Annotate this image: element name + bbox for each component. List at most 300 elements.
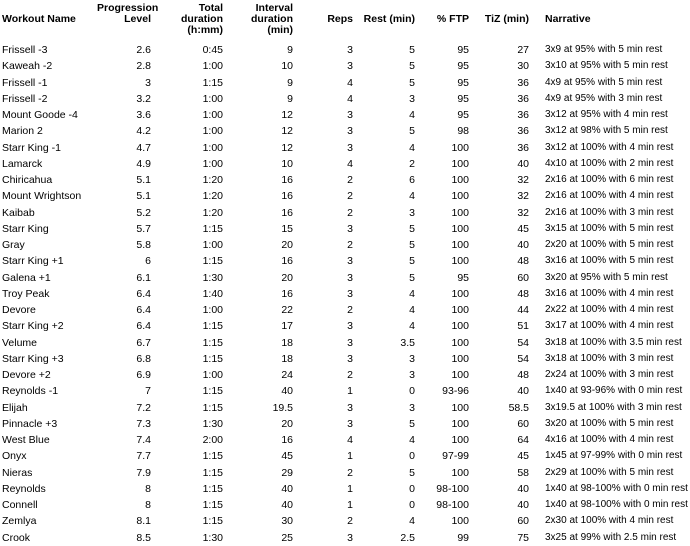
tiz-cell: 30	[517, 60, 529, 73]
reps-cell: 2	[347, 174, 353, 186]
narrative-cell: 1x40 at 98-100% with 0 min rest	[545, 482, 688, 494]
col-header-workout-name: Workout Name	[2, 13, 76, 25]
col-header-total-duration: Total duration (h:mm)	[181, 2, 223, 36]
tiz-cell: 32	[517, 174, 529, 186]
reps-cell: 4	[347, 434, 353, 446]
reps-cell: 1	[347, 385, 353, 398]
table-row	[0, 530, 688, 546]
table-row	[0, 205, 688, 221]
interval-duration-cell: 40	[281, 499, 293, 511]
total-duration-cell: 1:20	[202, 206, 223, 219]
tiz-cell: 36	[517, 109, 529, 121]
table-row	[0, 221, 688, 237]
workout-name-cell: Marion 2	[2, 125, 43, 138]
workout-name-cell: West Blue	[2, 434, 50, 446]
narrative-cell: 3x12 at 100% with 4 min rest	[545, 141, 674, 153]
progression-level-cell: 8.5	[136, 531, 151, 544]
ftp-cell: 93-96	[442, 385, 469, 398]
interval-duration-cell: 20	[281, 271, 293, 284]
reps-cell: 3	[347, 417, 353, 430]
table-row	[0, 123, 688, 139]
rest-cell: 0	[409, 385, 415, 398]
narrative-cell: 4x10 at 100% with 2 min rest	[545, 157, 674, 169]
workout-name-cell: Mount Goode -4	[2, 109, 78, 121]
interval-duration-cell: 17	[281, 320, 293, 333]
progression-level-cell: 4.9	[136, 157, 151, 170]
total-duration-cell: 1:30	[202, 531, 223, 544]
reps-cell: 3	[347, 255, 353, 268]
workout-name-cell: Reynolds	[2, 482, 46, 495]
narrative-cell: 2x24 at 100% with 3 min rest	[545, 369, 674, 380]
interval-duration-cell: 16	[281, 206, 293, 219]
interval-duration-cell: 19.5	[272, 401, 293, 414]
ftp-cell: 95	[457, 271, 469, 284]
table-row	[0, 140, 688, 156]
total-duration-cell: 1:20	[202, 190, 223, 203]
workout-name-cell: Crook	[2, 531, 31, 544]
narrative-cell: 3x10 at 95% with 5 min rest	[545, 60, 668, 72]
reps-cell: 3	[347, 352, 353, 365]
table-row	[0, 351, 688, 367]
ftp-cell: 100	[451, 320, 469, 333]
table-row	[0, 42, 688, 58]
progression-level-cell: 3.2	[136, 92, 151, 105]
interval-duration-cell: 18	[281, 336, 293, 349]
reps-cell: 4	[347, 92, 353, 105]
table-row	[0, 91, 688, 107]
total-duration-cell: 1:15	[202, 499, 223, 511]
ftp-cell: 100	[451, 417, 469, 430]
table-row	[0, 58, 688, 74]
tiz-cell: 40	[517, 482, 529, 495]
workout-name-cell: Devore	[2, 304, 36, 316]
total-duration-cell: 1:15	[202, 401, 223, 414]
total-duration-cell: 1:30	[202, 417, 223, 430]
ftp-cell: 100	[451, 287, 469, 300]
narrative-cell: 3x19.5 at 100% with 3 min rest	[545, 401, 682, 413]
reps-cell: 3	[347, 401, 353, 414]
interval-duration-cell: 12	[281, 125, 293, 138]
table-row	[0, 465, 688, 481]
progression-level-cell: 7.7	[136, 450, 151, 463]
total-duration-cell: 2:00	[202, 434, 223, 446]
interval-duration-cell: 18	[281, 352, 293, 365]
rest-cell: 4	[409, 190, 415, 203]
progression-level-cell: 8	[145, 499, 151, 511]
tiz-cell: 36	[517, 76, 529, 89]
ftp-cell: 100	[451, 304, 469, 316]
progression-level-cell: 5.2	[136, 206, 151, 219]
reps-cell: 3	[347, 109, 353, 121]
table-row	[0, 335, 688, 351]
progression-level-cell: 6	[145, 255, 151, 268]
reps-cell: 3	[347, 222, 353, 235]
tiz-cell: 75	[517, 531, 529, 544]
interval-duration-cell: 9	[287, 76, 293, 89]
rest-cell: 4	[409, 515, 415, 528]
tiz-cell: 32	[517, 206, 529, 219]
interval-duration-cell: 22	[281, 304, 293, 316]
ftp-cell: 98	[457, 125, 469, 138]
rest-cell: 4	[409, 320, 415, 333]
ftp-cell: 95	[457, 44, 469, 56]
narrative-cell: 2x20 at 100% with 5 min rest	[545, 239, 674, 250]
rest-cell: 3	[409, 206, 415, 219]
narrative-cell: 3x12 at 95% with 4 min rest	[545, 109, 668, 120]
narrative-cell: 4x16 at 100% with 4 min rest	[545, 434, 674, 445]
workout-name-cell: Starr King +2	[2, 320, 64, 333]
table-row	[0, 75, 688, 91]
workout-name-cell: Frissell -1	[2, 76, 48, 89]
rest-cell: 4	[409, 304, 415, 316]
col-header-rest: Rest (min)	[363, 13, 415, 25]
tiz-cell: 40	[517, 385, 529, 398]
rest-cell: 5	[409, 417, 415, 430]
workout-name-cell: Kaweah -2	[2, 60, 53, 73]
progression-level-cell: 6.9	[136, 369, 151, 381]
interval-duration-cell: 10	[281, 157, 293, 170]
ftp-cell: 100	[451, 157, 469, 170]
interval-duration-cell: 15	[281, 222, 293, 235]
table-row	[0, 448, 688, 464]
table-row	[0, 497, 688, 513]
reps-cell: 2	[347, 239, 353, 251]
reps-cell: 4	[347, 76, 353, 89]
rest-cell: 2	[409, 157, 415, 170]
rest-cell: 5	[409, 466, 415, 479]
workout-name-cell: Frissell -2	[2, 92, 48, 105]
reps-cell: 3	[347, 320, 353, 333]
total-duration-cell: 1:15	[202, 482, 223, 495]
workout-name-cell: Reynolds -1	[2, 385, 59, 398]
workout-name-cell: Starr King -1	[2, 141, 61, 154]
progression-level-cell: 6.8	[136, 352, 151, 365]
reps-cell: 3	[347, 44, 353, 56]
interval-duration-cell: 16	[281, 287, 293, 300]
tiz-cell: 40	[517, 499, 529, 511]
table-row	[0, 270, 688, 286]
tiz-cell: 64	[517, 434, 529, 446]
reps-cell: 3	[347, 60, 353, 73]
ftp-cell: 100	[451, 434, 469, 446]
rest-cell: 3	[409, 369, 415, 381]
tiz-cell: 36	[517, 141, 529, 154]
workout-name-cell: Velume	[2, 336, 38, 349]
reps-cell: 2	[347, 466, 353, 479]
interval-duration-cell: 20	[281, 417, 293, 430]
ftp-cell: 100	[451, 222, 469, 235]
reps-cell: 2	[347, 304, 353, 316]
narrative-cell: 3x18 at 100% with 3.5 min rest	[545, 336, 682, 348]
ftp-cell: 100	[451, 190, 469, 203]
progression-level-cell: 3.6	[136, 109, 151, 121]
narrative-cell: 1x40 at 98-100% with 0 min rest	[545, 499, 688, 510]
total-duration-cell: 1:00	[202, 60, 223, 73]
narrative-cell: 4x9 at 95% with 5 min rest	[545, 76, 663, 88]
col-header-tiz: TiZ (min)	[484, 13, 529, 25]
tiz-cell: 40	[517, 239, 529, 251]
col-header-interval-duration: Interval duration (min)	[251, 2, 293, 36]
tiz-cell: 45	[517, 222, 529, 235]
table-row	[0, 237, 688, 253]
workout-name-cell: Zemlya	[2, 515, 37, 528]
ftp-cell: 95	[457, 76, 469, 89]
rest-cell: 5	[409, 271, 415, 284]
ftp-cell: 97-99	[442, 450, 469, 463]
table-row	[0, 188, 688, 204]
table-row	[0, 367, 688, 383]
interval-duration-cell: 24	[281, 369, 293, 381]
progression-level-cell: 2.8	[136, 60, 151, 73]
reps-cell: 3	[347, 336, 353, 349]
narrative-cell: 3x18 at 100% with 3 min rest	[545, 352, 674, 364]
progression-level-cell: 7.2	[136, 401, 151, 414]
progression-level-cell: 6.1	[136, 271, 151, 284]
progression-level-cell: 2.6	[136, 44, 151, 56]
workout-name-cell: Lamarck	[2, 157, 43, 170]
narrative-cell: 3x25 at 99% with 2.5 min rest	[545, 531, 677, 543]
workout-name-cell: Chiricahua	[2, 174, 53, 186]
progression-level-cell: 7.3	[136, 417, 151, 430]
rest-cell: 4	[409, 434, 415, 446]
progression-level-cell: 6.4	[136, 304, 151, 316]
narrative-cell: 3x20 at 100% with 5 min rest	[545, 417, 674, 429]
workout-name-cell: Gray	[2, 239, 25, 251]
ftp-cell: 95	[457, 109, 469, 121]
interval-duration-cell: 16	[281, 434, 293, 446]
rest-cell: 3	[409, 92, 415, 105]
workout-name-cell: Galena +1	[2, 271, 51, 284]
ftp-cell: 100	[451, 352, 469, 365]
tiz-cell: 45	[517, 450, 529, 463]
progression-level-cell: 4.2	[136, 125, 151, 138]
ftp-cell: 95	[457, 92, 469, 105]
col-header-ftp: % FTP	[436, 13, 469, 25]
table-row	[0, 172, 688, 188]
tiz-cell: 58	[517, 466, 529, 479]
tiz-cell: 60	[517, 515, 529, 528]
narrative-cell: 3x12 at 98% with 5 min rest	[545, 125, 668, 137]
interval-duration-cell: 45	[281, 450, 293, 463]
progression-level-cell: 6.4	[136, 287, 151, 300]
workout-name-cell: Elijah	[2, 401, 28, 414]
total-duration-cell: 1:00	[202, 304, 223, 316]
total-duration-cell: 1:15	[202, 336, 223, 349]
rest-cell: 4	[409, 109, 415, 121]
rest-cell: 2.5	[400, 531, 415, 544]
narrative-cell: 4x9 at 95% with 3 min rest	[545, 92, 663, 104]
table-row	[0, 432, 688, 448]
total-duration-cell: 1:15	[202, 76, 223, 89]
reps-cell: 3	[347, 271, 353, 284]
workout-name-cell: Devore +2	[2, 369, 51, 381]
progression-level-cell: 7.4	[136, 434, 151, 446]
rest-cell: 3	[409, 352, 415, 365]
total-duration-cell: 1:15	[202, 320, 223, 333]
tiz-cell: 58.5	[508, 401, 529, 414]
interval-duration-cell: 9	[287, 92, 293, 105]
progression-level-cell: 5.8	[136, 239, 151, 251]
rest-cell: 0	[409, 482, 415, 495]
tiz-cell: 40	[517, 157, 529, 170]
progression-level-cell: 4.7	[136, 141, 151, 154]
workout-name-cell: Onyx	[2, 450, 27, 463]
reps-cell: 1	[347, 450, 353, 463]
total-duration-cell: 1:15	[202, 450, 223, 463]
rest-cell: 3	[409, 401, 415, 414]
tiz-cell: 36	[517, 125, 529, 138]
table-row	[0, 302, 688, 318]
total-duration-cell: 1:15	[202, 466, 223, 479]
workout-name-cell: Frissell -3	[2, 44, 48, 56]
total-duration-cell: 1:15	[202, 352, 223, 365]
narrative-cell: 2x22 at 100% with 4 min rest	[545, 304, 674, 315]
narrative-cell: 2x30 at 100% with 4 min rest	[545, 515, 674, 527]
narrative-cell: 2x16 at 100% with 6 min rest	[545, 174, 674, 185]
total-duration-cell: 1:00	[202, 157, 223, 170]
ftp-cell: 99	[457, 531, 469, 544]
ftp-cell: 100	[451, 141, 469, 154]
ftp-cell: 98-100	[436, 499, 469, 511]
interval-duration-cell: 12	[281, 141, 293, 154]
workout-name-cell: Starr King	[2, 222, 49, 235]
tiz-cell: 54	[517, 352, 529, 365]
col-header-narrative: Narrative	[545, 13, 591, 25]
reps-cell: 3	[347, 531, 353, 544]
ftp-cell: 100	[451, 515, 469, 528]
rest-cell: 5	[409, 44, 415, 56]
reps-cell: 2	[347, 190, 353, 203]
total-duration-cell: 0:45	[202, 44, 223, 56]
reps-cell: 1	[347, 499, 353, 511]
tiz-cell: 36	[517, 92, 529, 105]
narrative-cell: 3x16 at 100% with 5 min rest	[545, 255, 674, 267]
workout-name-cell: Pinnacle +3	[2, 417, 58, 430]
rest-cell: 4	[409, 287, 415, 300]
interval-duration-cell: 29	[281, 466, 293, 479]
narrative-cell: 1x45 at 97-99% with 0 min rest	[545, 450, 683, 462]
ftp-cell: 100	[451, 401, 469, 414]
tiz-cell: 48	[517, 255, 529, 268]
rest-cell: 4	[409, 141, 415, 154]
progression-level-cell: 6.7	[136, 336, 151, 349]
progression-level-cell: 7.9	[136, 466, 151, 479]
table-row	[0, 400, 688, 416]
reps-cell: 2	[347, 206, 353, 219]
ftp-cell: 98-100	[436, 482, 469, 495]
progression-level-cell: 5.7	[136, 222, 151, 235]
narrative-cell: 3x9 at 95% with 5 min rest	[545, 44, 663, 55]
interval-duration-cell: 20	[281, 239, 293, 251]
ftp-cell: 100	[451, 239, 469, 251]
narrative-cell: 2x16 at 100% with 3 min rest	[545, 206, 674, 218]
interval-duration-cell: 40	[281, 385, 293, 398]
total-duration-cell: 1:15	[202, 385, 223, 398]
rest-cell: 5	[409, 76, 415, 89]
reps-cell: 3	[347, 141, 353, 154]
ftp-cell: 100	[451, 336, 469, 349]
table-row	[0, 286, 688, 302]
rest-cell: 6	[409, 174, 415, 186]
workout-name-cell: Connell	[2, 499, 38, 511]
col-header-progression-level: Progression Level	[97, 2, 159, 25]
interval-duration-cell: 10	[281, 60, 293, 73]
ftp-cell: 100	[451, 369, 469, 381]
total-duration-cell: 1:15	[202, 255, 223, 268]
total-duration-cell: 1:00	[202, 369, 223, 381]
progression-level-cell: 8.1	[136, 515, 151, 528]
tiz-cell: 27	[517, 44, 529, 56]
tiz-cell: 48	[517, 369, 529, 381]
reps-cell: 4	[347, 157, 353, 170]
table-row	[0, 481, 688, 497]
tiz-cell: 51	[517, 320, 529, 333]
rest-cell: 5	[409, 60, 415, 73]
workout-name-cell: Kaibab	[2, 206, 35, 219]
interval-duration-cell: 16	[281, 190, 293, 203]
table-row	[0, 513, 688, 529]
narrative-cell: 2x29 at 100% with 5 min rest	[545, 466, 674, 478]
total-duration-cell: 1:20	[202, 174, 223, 186]
rest-cell: 3.5	[400, 336, 415, 349]
total-duration-cell: 1:00	[202, 109, 223, 121]
workout-name-cell: Troy Peak	[2, 287, 50, 300]
interval-duration-cell: 16	[281, 174, 293, 186]
table-row	[0, 107, 688, 123]
workout-name-cell: Nieras	[2, 466, 33, 479]
total-duration-cell: 1:00	[202, 141, 223, 154]
progression-level-cell: 5.1	[136, 190, 151, 203]
narrative-cell: 3x15 at 100% with 5 min rest	[545, 222, 674, 234]
progression-level-cell: 7	[145, 385, 151, 398]
table-row	[0, 253, 688, 269]
total-duration-cell: 1:40	[202, 287, 223, 300]
table-row	[0, 156, 688, 172]
total-duration-cell: 1:15	[202, 515, 223, 528]
reps-cell: 3	[347, 125, 353, 138]
ftp-cell: 100	[451, 174, 469, 186]
workout-name-cell: Starr King +1	[2, 255, 64, 268]
narrative-cell: 3x16 at 100% with 4 min rest	[545, 287, 674, 299]
ftp-cell: 100	[451, 466, 469, 479]
table-body	[0, 42, 688, 546]
interval-duration-cell: 30	[281, 515, 293, 528]
interval-duration-cell: 12	[281, 109, 293, 121]
progression-level-cell: 8	[145, 482, 151, 495]
table-row	[0, 416, 688, 432]
total-duration-cell: 1:15	[202, 222, 223, 235]
progression-level-cell: 5.1	[136, 174, 151, 186]
narrative-cell: 3x20 at 95% with 5 min rest	[545, 271, 668, 283]
narrative-cell: 3x17 at 100% with 4 min rest	[545, 320, 674, 332]
ftp-cell: 100	[451, 255, 469, 268]
ftp-cell: 100	[451, 206, 469, 219]
reps-cell: 3	[347, 287, 353, 300]
rest-cell: 5	[409, 222, 415, 235]
tiz-cell: 48	[517, 287, 529, 300]
rest-cell: 0	[409, 450, 415, 463]
rest-cell: 5	[409, 239, 415, 251]
total-duration-cell: 1:00	[202, 239, 223, 251]
interval-duration-cell: 40	[281, 482, 293, 495]
interval-duration-cell: 16	[281, 255, 293, 268]
interval-duration-cell: 9	[287, 44, 293, 56]
total-duration-cell: 1:30	[202, 271, 223, 284]
table-row	[0, 383, 688, 399]
tiz-cell: 60	[517, 417, 529, 430]
tiz-cell: 54	[517, 336, 529, 349]
workout-name-cell: Mount Wrightson	[2, 190, 82, 203]
